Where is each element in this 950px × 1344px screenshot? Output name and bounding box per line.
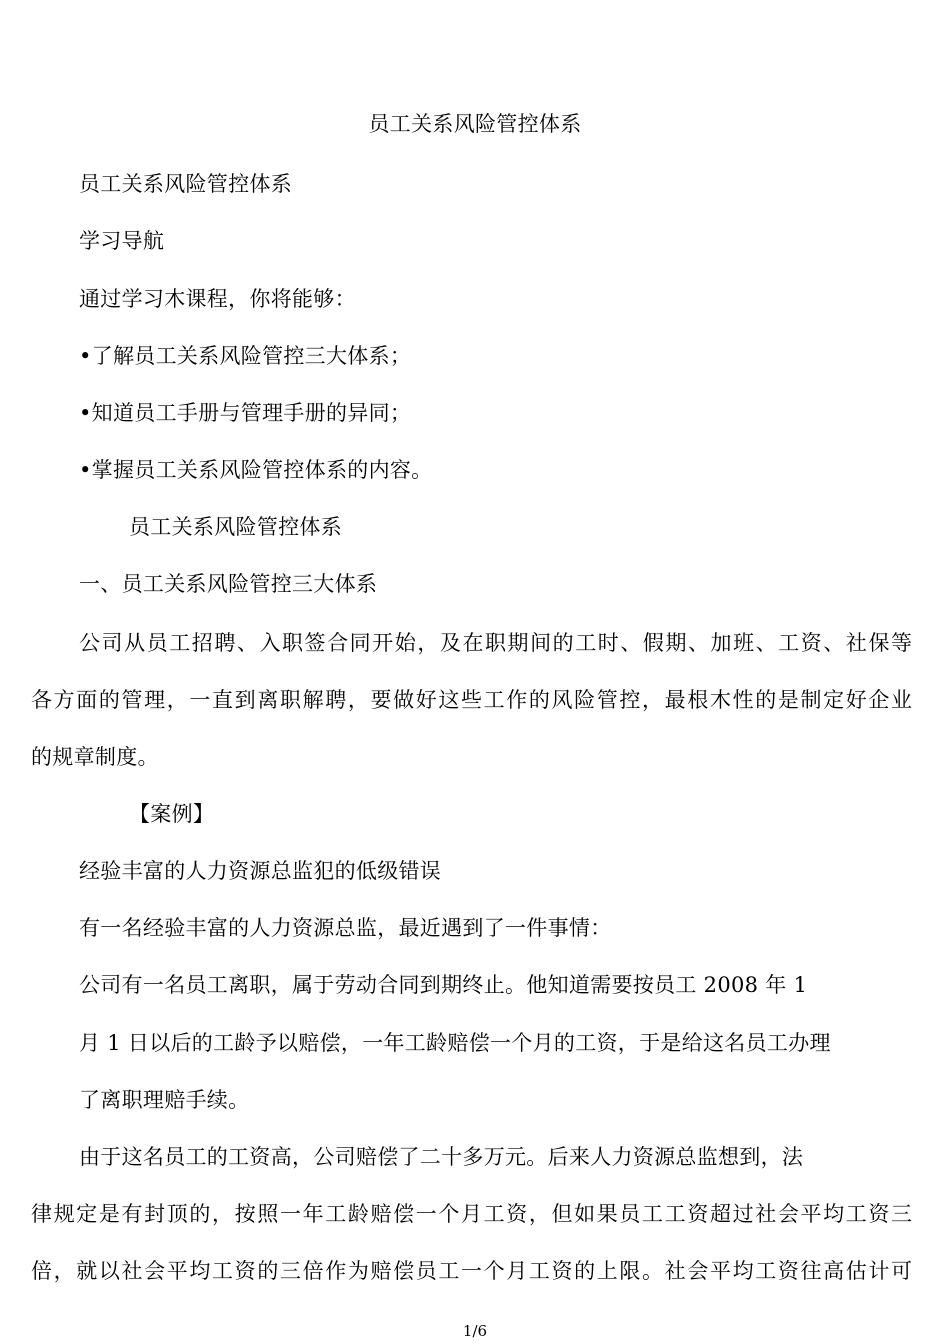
paragraph-line: 月 1 日以后的工龄予以赔偿，一年工龄赔偿一个月的工资，于是给这名员工办理 bbox=[79, 1031, 831, 1055]
section-heading: 一、员工关系风险管控三大体系 bbox=[79, 572, 378, 596]
case-title: 经验丰富的人力资源总监犯的低级错误 bbox=[79, 859, 442, 883]
paragraph-line: 倍，就以社会平均工资的三倍作为赔偿员工一个月工资的上限。社会平均工资往高估计可 bbox=[31, 1259, 912, 1283]
paragraph-line: 公司从员工招聘、入职签合同开始，及在职期间的工时、假期、加班、工资、社保等 bbox=[79, 631, 912, 655]
paragraph-line: 各方面的管理，一直到离职解聘，要做好这些工作的风险管控，最根木性的是制定好企业 bbox=[31, 688, 912, 712]
paragraph-line: 通过学习木课程，你将能够： bbox=[79, 287, 356, 311]
document-title: 员工关系风险管控体系 bbox=[368, 112, 582, 136]
paragraph-line: 了离职理赔手续。 bbox=[79, 1088, 250, 1112]
paragraph-line: 律规定是有封顶的，按照一年工龄赔偿一个月工资，但如果员工工资超过社会平均工资三 bbox=[31, 1202, 912, 1226]
section-heading: 员工关系风险管控体系 bbox=[129, 515, 342, 539]
subheading: 学习导航 bbox=[79, 229, 165, 253]
case-label: 【案例】 bbox=[129, 802, 215, 826]
paragraph-line: 公司有一名员工离职，属于劳动合同到期终止。他知道需要按员工 2008 年 1 bbox=[79, 973, 808, 997]
paragraph-line: 由于这名员工的工资高，公司赔偿了二十多万元。后来人力资源总监想到，法 bbox=[79, 1145, 804, 1169]
section-heading: 员工关系风险管控体系 bbox=[79, 172, 292, 196]
bullet-item: •知道员工手册与管理手册的异同； bbox=[79, 401, 412, 425]
page-number: 1/6 bbox=[462, 1322, 488, 1340]
paragraph-line: 的规章制度。 bbox=[31, 745, 159, 769]
paragraph-line: 有一名经验丰富的人力资源总监，最近遇到了一件事情： bbox=[79, 916, 612, 940]
bullet-item: •掌握员工关系风险管控体系的内容。 bbox=[79, 458, 433, 482]
bullet-item: •了解员工关系风险管控三大体系； bbox=[79, 344, 412, 368]
